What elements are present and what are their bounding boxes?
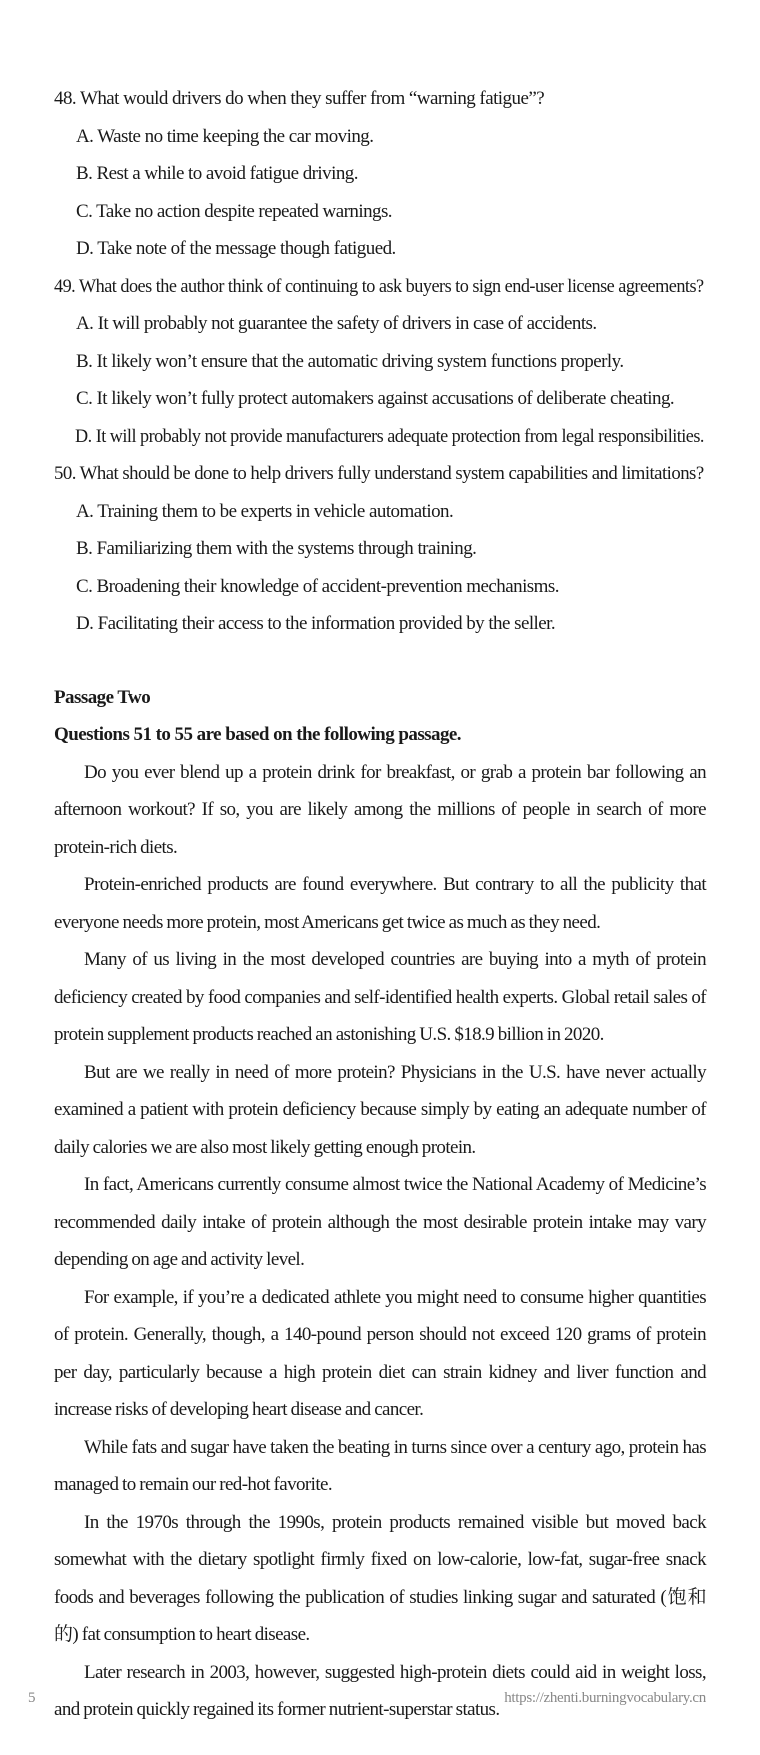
question-48 [54, 80, 706, 268]
option-a: A. Waste no time keeping the car moving. [76, 125, 374, 147]
option-b: B. Familiarizing them with the systems through training. [76, 538, 477, 559]
paragraph-6: For example, if you’re a dedicated athlete you might need to consume higher quantities of protein. Generally, though, a 140-pound person should not exceed 120 grams of protein per day, particularly because a high protein diet can strain kidney and liver function and increase risks of developing heart disease and cancer. [54, 1286, 706, 1420]
footer-url: https://zhenti.burningvocabulary.cn [504, 1690, 706, 1706]
option-d: D. Take note of the message though fatigued. [76, 238, 396, 259]
paragraph-2: Protein-enriched products are found everywhere. But contrary to all the publicity that everyone needs more protein, most Americans get twice as much as they need. [54, 874, 706, 933]
paragraph-1: Do you ever blend up a protein drink for breakfast, or grab a protein bar following an afternoon workout? If so, you are likely among the millions of people in search of more protein-rich diets. [54, 761, 706, 858]
paragraph-9: Later research in 2003, however, suggested high-protein diets could aid in weight loss, and protein quickly regained its former nutrient-superstar status. [54, 1661, 706, 1720]
passage-body [54, 754, 706, 1729]
option-c: C. It likely won’t fully protect automakers against accusations of deliberate cheating. [76, 388, 675, 409]
option-b: B. It likely won’t ensure that the automatic driving system functions properly. [76, 350, 624, 372]
option-b: B. Rest a while to avoid fatigue driving. [76, 163, 358, 184]
option-d: D. It will probably not provide manufacturers adequate protection from legal responsibilities. [75, 425, 704, 447]
option-c: C. Broadening their knowledge of accident-prevention mechanisms. [76, 575, 559, 597]
option-a: A. It will probably not guarantee the safety of drivers in case of accidents. [76, 313, 597, 334]
paragraph-5: In fact, Americans currently consume almost twice the National Academy of Medicine’s recommended daily intake of protein although the most desirable protein intake may vary depending on age and activity level. [54, 1174, 706, 1270]
passage-instruction: Questions 51 to 55 are based on the following passage. [54, 724, 461, 745]
paragraph-8: In the 1970s through the 1990s, protein products remained visible but moved back somewhat with the dietary spotlight firmly fixed on low-calorie, low-fat, sugar-free snack foods and beverages following the publication of studies linking sugar and saturated (饱和的) fat consumption to heart disease. [54, 1511, 706, 1645]
question-stem: 50. What should be done to help drivers fully understand system capabilities and limitations? [54, 463, 704, 484]
page-number: 5 [28, 1690, 36, 1706]
paragraph-7: While fats and sugar have taken the beating in turns since over a century ago, protein has managed to remain our red-hot favorite. [54, 1436, 706, 1495]
option-c: C. Take no action despite repeated warnings. [76, 200, 393, 222]
option-d: D. Facilitating their access to the information provided by the seller. [76, 613, 556, 634]
question-stem: 48. What would drivers do when they suffer from “warning fatigue”? [54, 88, 545, 109]
paragraph-4: But are we really in need of more protein? Physicians in the U.S. have never actually examined a patient with protein deficiency because simply by eating an adequate number of daily calories we are also most likely getting enough protein. [54, 1061, 706, 1158]
section-spacer [54, 643, 706, 679]
question-49 [54, 268, 706, 456]
passage-title: Passage Two [54, 686, 151, 708]
exam-page [54, 80, 706, 1729]
question-50 [54, 455, 706, 643]
option-a: A. Training them to be experts in vehicle automation. [76, 500, 454, 522]
paragraph-3: Many of us living in the most developed countries are buying into a myth of protein deficiency created by food companies and self-identified health experts. Global retail sales of protein supplement products reached an astonishing U.S. $18.9 billion in 2020. [54, 949, 706, 1045]
question-stem: 49. What does the author think of continuing to ask buyers to sign end-user license agreements? [54, 275, 704, 297]
